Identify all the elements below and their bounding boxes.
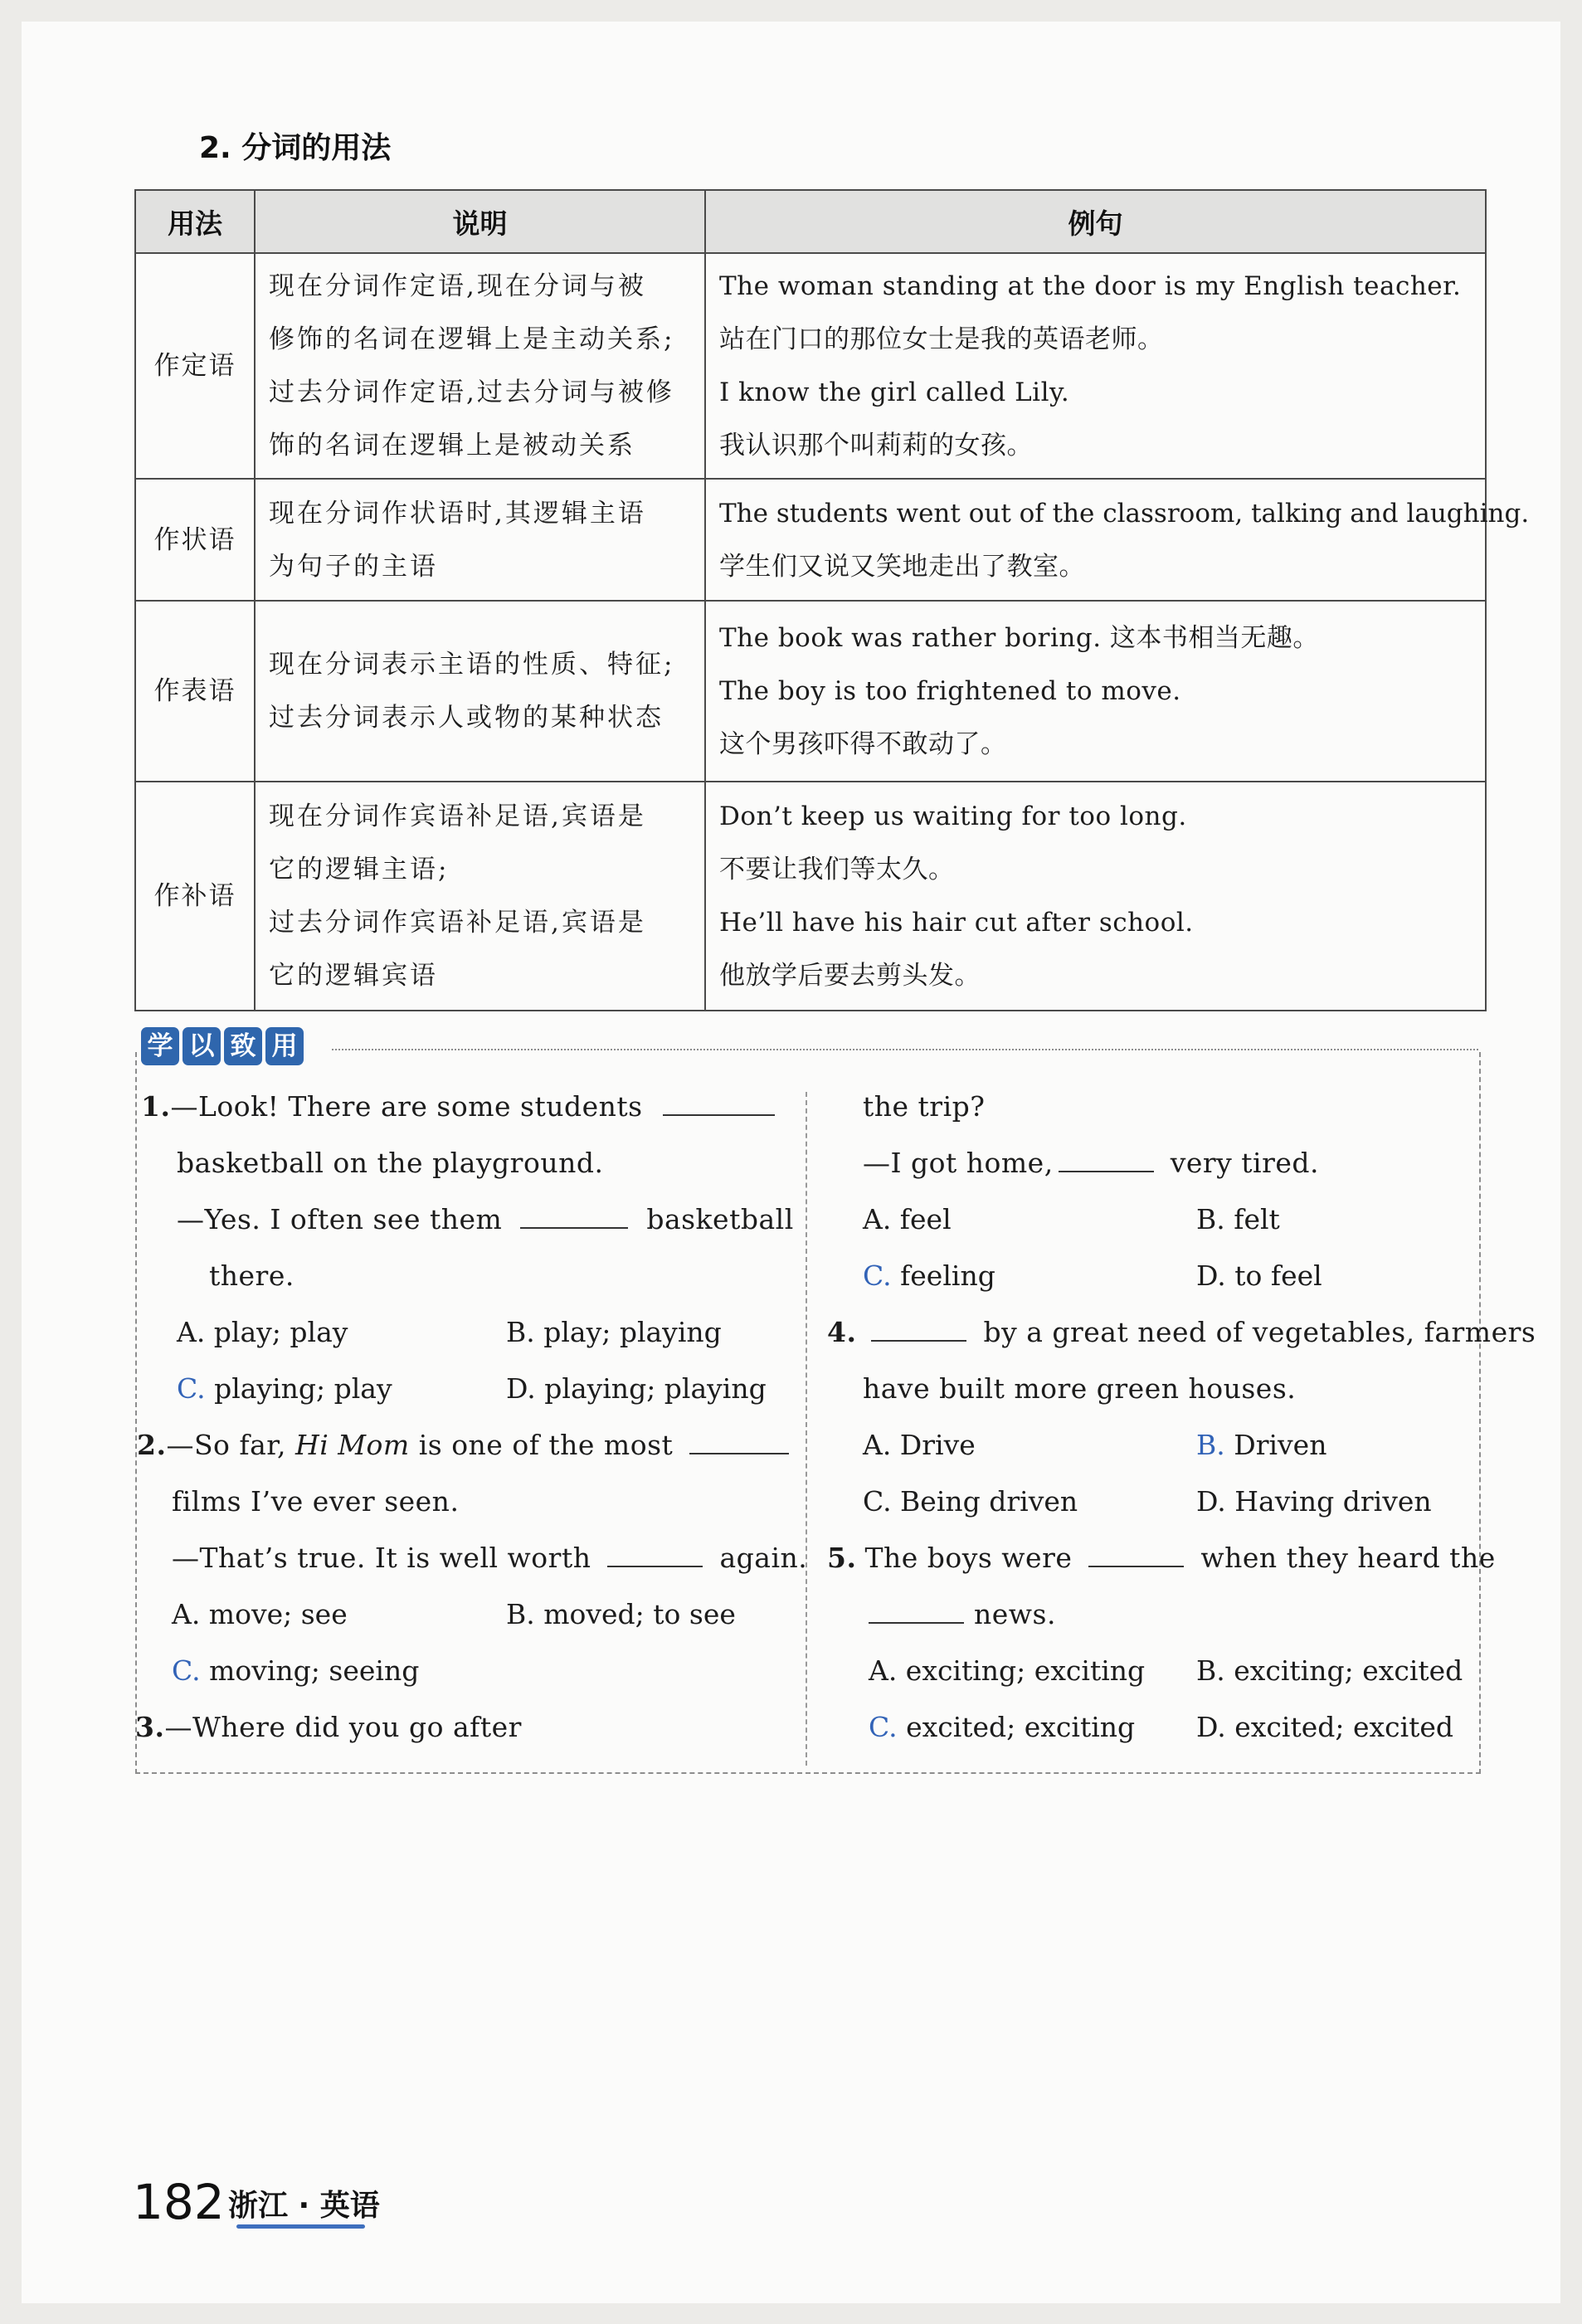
question-4-line xyxy=(827,1304,1536,1361)
page-number: 182 xyxy=(133,2174,225,2230)
example-line: He’ll have his hair cut after school. xyxy=(719,908,1194,938)
option-text: playing; play xyxy=(205,1372,392,1405)
option-a[interactable]: A. exciting; exciting xyxy=(869,1654,1146,1687)
option-b[interactable]: B. exciting; excited xyxy=(1196,1654,1463,1687)
answer-letter: B. xyxy=(1196,1429,1225,1461)
answer-letter: C. xyxy=(869,1711,898,1743)
question-3-line xyxy=(135,1699,522,1756)
footer-underline xyxy=(236,2224,365,2229)
answer-blank[interactable] xyxy=(689,1425,789,1454)
explanation-line: 现在分词作定语,现在分词与被 xyxy=(269,271,646,301)
answer-blank[interactable] xyxy=(520,1199,628,1229)
question-line xyxy=(172,1530,807,1586)
practice-badge xyxy=(141,1027,304,1065)
explanation-cell xyxy=(255,782,705,1011)
badge-char: 学 xyxy=(141,1027,179,1065)
explanation-line: 现在分词表示主语的性质、特征; xyxy=(269,650,675,680)
question-text: by a great need of vegetables, farmers xyxy=(983,1316,1536,1348)
option-a[interactable]: A. Drive xyxy=(863,1429,976,1461)
option-text: excited; exciting xyxy=(897,1711,1136,1743)
explanation-cell xyxy=(255,253,705,479)
example-line: The students went out of the classroom, talking and laughing. xyxy=(719,498,1530,529)
usage-cell: 作表语 xyxy=(135,601,255,782)
question-2-line xyxy=(137,1417,789,1474)
column-divider xyxy=(806,1092,807,1766)
question-number: 5. xyxy=(827,1542,857,1574)
question-number: 1. xyxy=(141,1090,171,1123)
answer-blank[interactable] xyxy=(663,1086,775,1116)
header-examples: 例句 xyxy=(705,190,1486,253)
table-row xyxy=(135,782,1486,1011)
question-text: —So far, xyxy=(166,1429,295,1461)
option-d[interactable]: D. to feel xyxy=(1196,1259,1322,1292)
option-a[interactable]: A. move; see xyxy=(172,1598,348,1630)
question-text: —Where did you go after xyxy=(164,1711,522,1743)
question-text: —That’s true. It is well worth xyxy=(172,1542,591,1574)
option-c[interactable]: C. Being driven xyxy=(863,1485,1078,1518)
question-text: news. xyxy=(974,1598,1056,1630)
question-line xyxy=(177,1191,794,1248)
example-cell xyxy=(705,782,1486,1011)
question-number: 3. xyxy=(135,1711,165,1743)
explanation-line: 为句子的主语 xyxy=(269,551,438,582)
question-line xyxy=(863,1135,1319,1191)
explanation-line: 过去分词表示人或物的某种状态 xyxy=(269,703,664,733)
film-title: Hi Mom xyxy=(294,1429,410,1461)
option-text: moving; seeing xyxy=(200,1654,420,1687)
option-b-answer[interactable] xyxy=(1196,1417,1326,1474)
question-line xyxy=(869,1586,1056,1643)
example-line: The book was rather boring. 这本书相当无趣。 xyxy=(719,623,1319,653)
example-cell xyxy=(705,601,1486,782)
question-text: is one of the most xyxy=(409,1429,674,1461)
example-line: 学生们又说又笑地走出了教室。 xyxy=(719,551,1085,582)
footer-label: 浙江 · 英语 xyxy=(228,2189,380,2223)
option-c-answer[interactable] xyxy=(172,1643,419,1699)
option-text: Driven xyxy=(1224,1429,1327,1461)
header-usage: 用法 xyxy=(135,190,255,253)
question-text: —Yes. I often see them xyxy=(177,1203,503,1235)
usage-cell: 作补语 xyxy=(135,782,255,1011)
question-line: basketball on the playground. xyxy=(177,1147,604,1179)
badge-char: 用 xyxy=(265,1027,304,1065)
example-line: The boy is too frightened to move. xyxy=(719,676,1181,706)
explanation-line: 过去分词作宾语补足语,宾语是 xyxy=(269,908,646,938)
answer-blank[interactable] xyxy=(1059,1143,1154,1172)
table-row xyxy=(135,601,1486,782)
option-b[interactable]: B. moved; to see xyxy=(506,1598,736,1630)
table-row xyxy=(135,479,1486,601)
answer-letter: C. xyxy=(863,1259,892,1292)
section-title: 2. 分词的用法 xyxy=(199,131,392,165)
exercise-top-border xyxy=(332,1049,1478,1050)
question-text: —I got home, xyxy=(863,1147,1054,1179)
header-explanation: 说明 xyxy=(255,190,705,253)
question-number: 4. xyxy=(827,1316,857,1348)
option-c-answer[interactable] xyxy=(177,1361,392,1417)
option-a[interactable]: A. play; play xyxy=(177,1316,348,1348)
badge-char: 以 xyxy=(183,1027,221,1065)
option-d[interactable]: D. excited; excited xyxy=(1196,1711,1454,1743)
example-line: Don’t keep us waiting for too long. xyxy=(719,801,1187,831)
explanation-cell xyxy=(255,479,705,601)
explanation-line: 它的逻辑宾语 xyxy=(269,961,438,991)
example-line: 我认识那个叫莉莉的女孩。 xyxy=(719,431,1033,460)
example-cell xyxy=(705,253,1486,479)
option-d[interactable]: D. Having driven xyxy=(1196,1485,1432,1518)
question-text: again. xyxy=(719,1542,808,1574)
option-c-answer[interactable] xyxy=(869,1699,1135,1756)
question-number: 2. xyxy=(137,1429,167,1461)
explanation-line: 修饰的名词在逻辑上是主动关系; xyxy=(269,324,675,354)
table-row xyxy=(135,253,1486,479)
question-line: the trip? xyxy=(863,1090,986,1123)
answer-blank[interactable] xyxy=(607,1537,703,1567)
question-text: when they heard the xyxy=(1200,1542,1496,1574)
example-cell xyxy=(705,479,1530,601)
explanation-line: 现在分词作宾语补足语,宾语是 xyxy=(269,801,646,831)
example-line: The woman standing at the door is my English teacher. xyxy=(719,271,1462,301)
option-a[interactable]: A. feel xyxy=(863,1203,952,1235)
usage-cell: 作定语 xyxy=(135,253,255,479)
option-b[interactable]: B. felt xyxy=(1196,1203,1280,1235)
question-5-line xyxy=(827,1530,1496,1586)
example-line: 他放学后要去剪头发。 xyxy=(719,961,981,991)
question-text: —Look! There are some students xyxy=(170,1090,643,1123)
question-1-line xyxy=(141,1079,775,1135)
question-line: have built more green houses. xyxy=(863,1372,1297,1405)
question-line: there. xyxy=(209,1259,294,1292)
example-line: 站在门口的那位女士是我的英语老师。 xyxy=(719,324,1164,354)
example-line: 这个男孩吓得不敢动了。 xyxy=(719,729,1007,759)
table-header-row xyxy=(135,190,1486,253)
question-text: The boys were xyxy=(864,1542,1073,1574)
participle-usage-table xyxy=(134,189,1530,1011)
explanation-cell xyxy=(255,601,705,782)
option-text: feeling xyxy=(891,1259,995,1292)
example-line: 不要让我们等太久。 xyxy=(719,855,955,884)
answer-blank[interactable] xyxy=(869,1594,964,1624)
question-text: very tired. xyxy=(1170,1147,1320,1179)
explanation-line: 过去分词作定语,过去分词与被修 xyxy=(269,378,674,407)
answer-blank[interactable] xyxy=(871,1312,966,1342)
answer-letter: C. xyxy=(172,1654,201,1687)
example-line: I know the girl called Lily. xyxy=(719,378,1070,407)
explanation-line: 饰的名词在逻辑上是被动关系 xyxy=(269,431,635,460)
usage-cell: 作状语 xyxy=(135,479,255,601)
answer-blank[interactable] xyxy=(1088,1537,1184,1567)
question-text: basketball xyxy=(646,1203,794,1235)
option-d[interactable]: D. playing; playing xyxy=(506,1372,767,1405)
answer-letter: C. xyxy=(177,1372,206,1405)
explanation-line: 它的逻辑主语; xyxy=(269,855,450,884)
question-line: films I’ve ever seen. xyxy=(172,1485,460,1518)
badge-char: 致 xyxy=(224,1027,262,1065)
explanation-line: 现在分词作状语时,其逻辑主语 xyxy=(269,498,646,529)
option-b[interactable]: B. play; playing xyxy=(506,1316,722,1348)
option-c-answer[interactable] xyxy=(863,1248,995,1304)
